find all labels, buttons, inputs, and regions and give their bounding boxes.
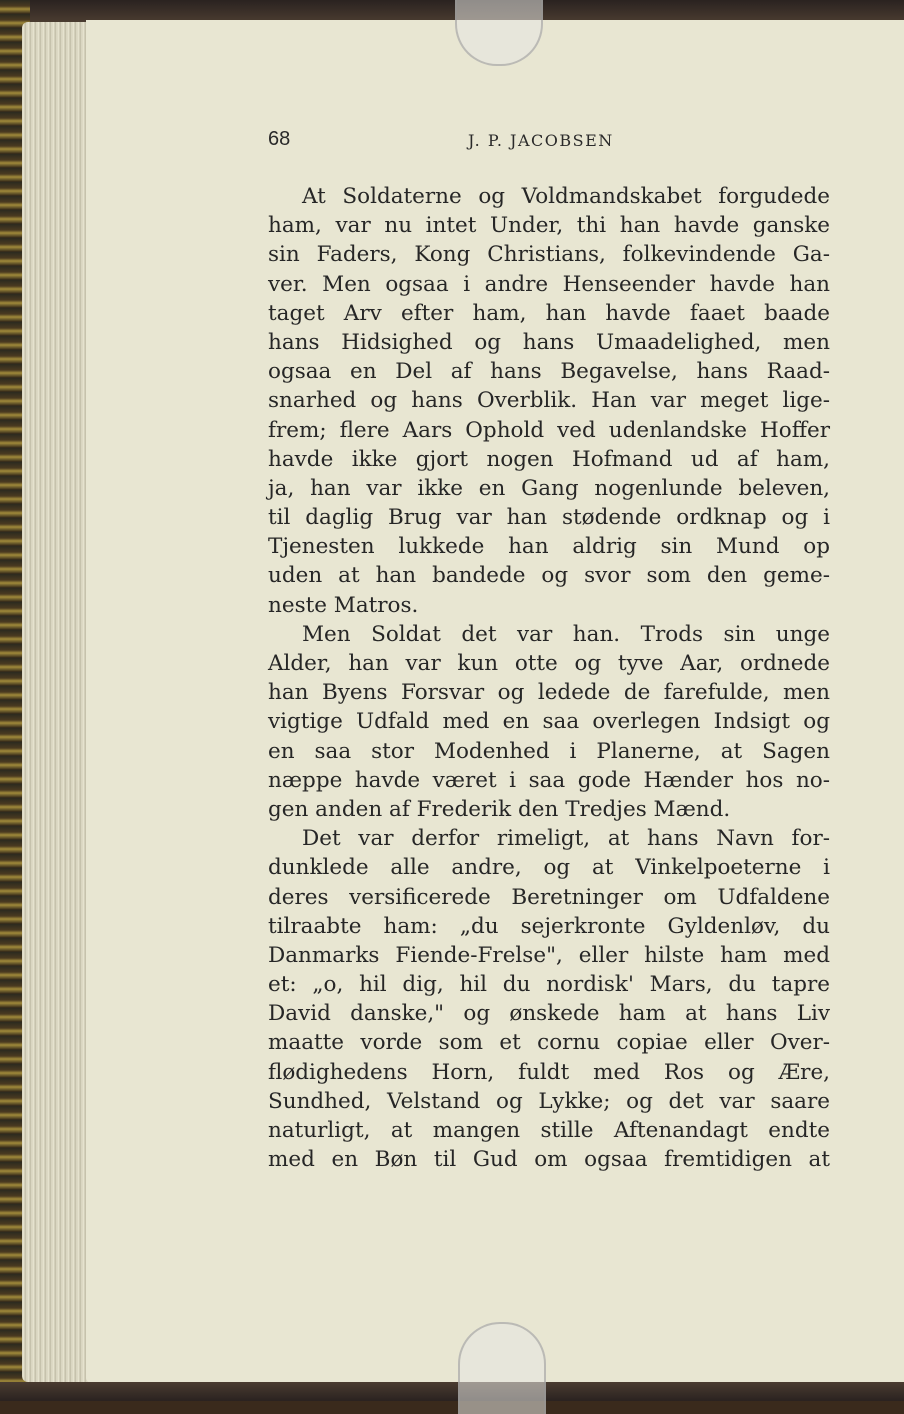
book-top-edge bbox=[0, 0, 904, 22]
running-head-author: J. P. JACOBSEN bbox=[468, 131, 614, 150]
text-line: Tjenesten lukkede han aldrig sin Mund op bbox=[268, 534, 830, 560]
body-text bbox=[268, 182, 830, 1174]
book-bottom-edge bbox=[0, 1382, 904, 1401]
text-line: maatte vorde som et cornu copiae eller Over- bbox=[268, 1030, 830, 1056]
text-line: David danske," og ønskede ham at hans Liv bbox=[268, 1001, 830, 1027]
text-line: et: „o, hil dig, hil du nordisk' Mars, du tapre bbox=[268, 972, 830, 998]
text-line: sin Faders, Kong Christians, folkevindende Ga- bbox=[268, 242, 830, 268]
text-line: med en Bøn til Gud om ogsaa fremtidigen at bbox=[268, 1147, 830, 1173]
page-clip-bottom bbox=[458, 1322, 546, 1414]
text-line: taget Arv efter ham, han havde faaet baade bbox=[268, 300, 830, 326]
text-line: en saa stor Modenhed i Planerne, at Sagen bbox=[268, 738, 830, 764]
text-line: flødighedens Horn, fuldt med Ros og Ære, bbox=[268, 1059, 830, 1085]
text-line: ja, han var ikke en Gang nogenlunde beleven, bbox=[268, 475, 830, 501]
text-line: tilraabte ham: „du sejerkronte Gyldenløv, du bbox=[268, 913, 830, 939]
text-line: næppe havde været i saa gode Hænder hos no- bbox=[268, 767, 830, 793]
text-line: gen anden af Frederik den Tredjes Mænd. bbox=[268, 796, 731, 822]
text-line: Men Soldat det var han. Trods sin unge bbox=[302, 621, 830, 647]
text-line: snarhed og hans Overblik. Han var meget lige- bbox=[268, 388, 830, 414]
text-line: frem; flere Aars Ophold ved udenlandske Hoffer bbox=[268, 417, 830, 443]
text-line: hans Hidsighed og hans Umaadelighed, men bbox=[268, 329, 830, 355]
text-line: neste Matros. bbox=[268, 592, 419, 618]
text-line: ver. Men ogsaa i andre Henseender havde han bbox=[268, 271, 830, 297]
text-line: han Byens Forsvar og ledede de farefulde, men bbox=[268, 680, 830, 706]
text-line: vigtige Udfald med en saa overlegen Indsigt og bbox=[268, 709, 830, 735]
text-line: ogsaa en Del af hans Begavelse, hans Raad- bbox=[268, 359, 830, 385]
text-line: Sundhed, Velstand og Lykke; og det var saare bbox=[268, 1088, 830, 1114]
page-number: 68 bbox=[268, 128, 291, 150]
text-line: havde ikke gjort nogen Hofmand ud af ham, bbox=[268, 446, 830, 472]
text-line: Alder, han var kun otte og tyve Aar, ordnede bbox=[268, 651, 830, 676]
text-line: deres versificerede Beretninger om Udfaldene bbox=[268, 884, 830, 910]
text-line: til daglig Brug var han stødende ordknap og i bbox=[268, 505, 830, 531]
text-line: Danmarks Fiende-Frelse", eller hilste ham med bbox=[268, 942, 830, 968]
page-stack-edge bbox=[22, 22, 92, 1382]
running-head bbox=[268, 128, 830, 154]
text-line: dunklede alle andre, og at Vinkelpoeterne i bbox=[268, 855, 830, 881]
text-line: At Soldaterne og Voldmandskabet forgudede bbox=[302, 184, 830, 209]
text-line: uden at han bandede og svor som den geme- bbox=[268, 563, 830, 589]
text-line: naturligt, at mangen stille Aftenandagt endte bbox=[268, 1118, 830, 1143]
text-line: Det var derfor rimeligt, at hans Navn for- bbox=[302, 826, 830, 852]
text-line: ham, var nu intet Under, thi han havde ganske bbox=[268, 213, 830, 239]
